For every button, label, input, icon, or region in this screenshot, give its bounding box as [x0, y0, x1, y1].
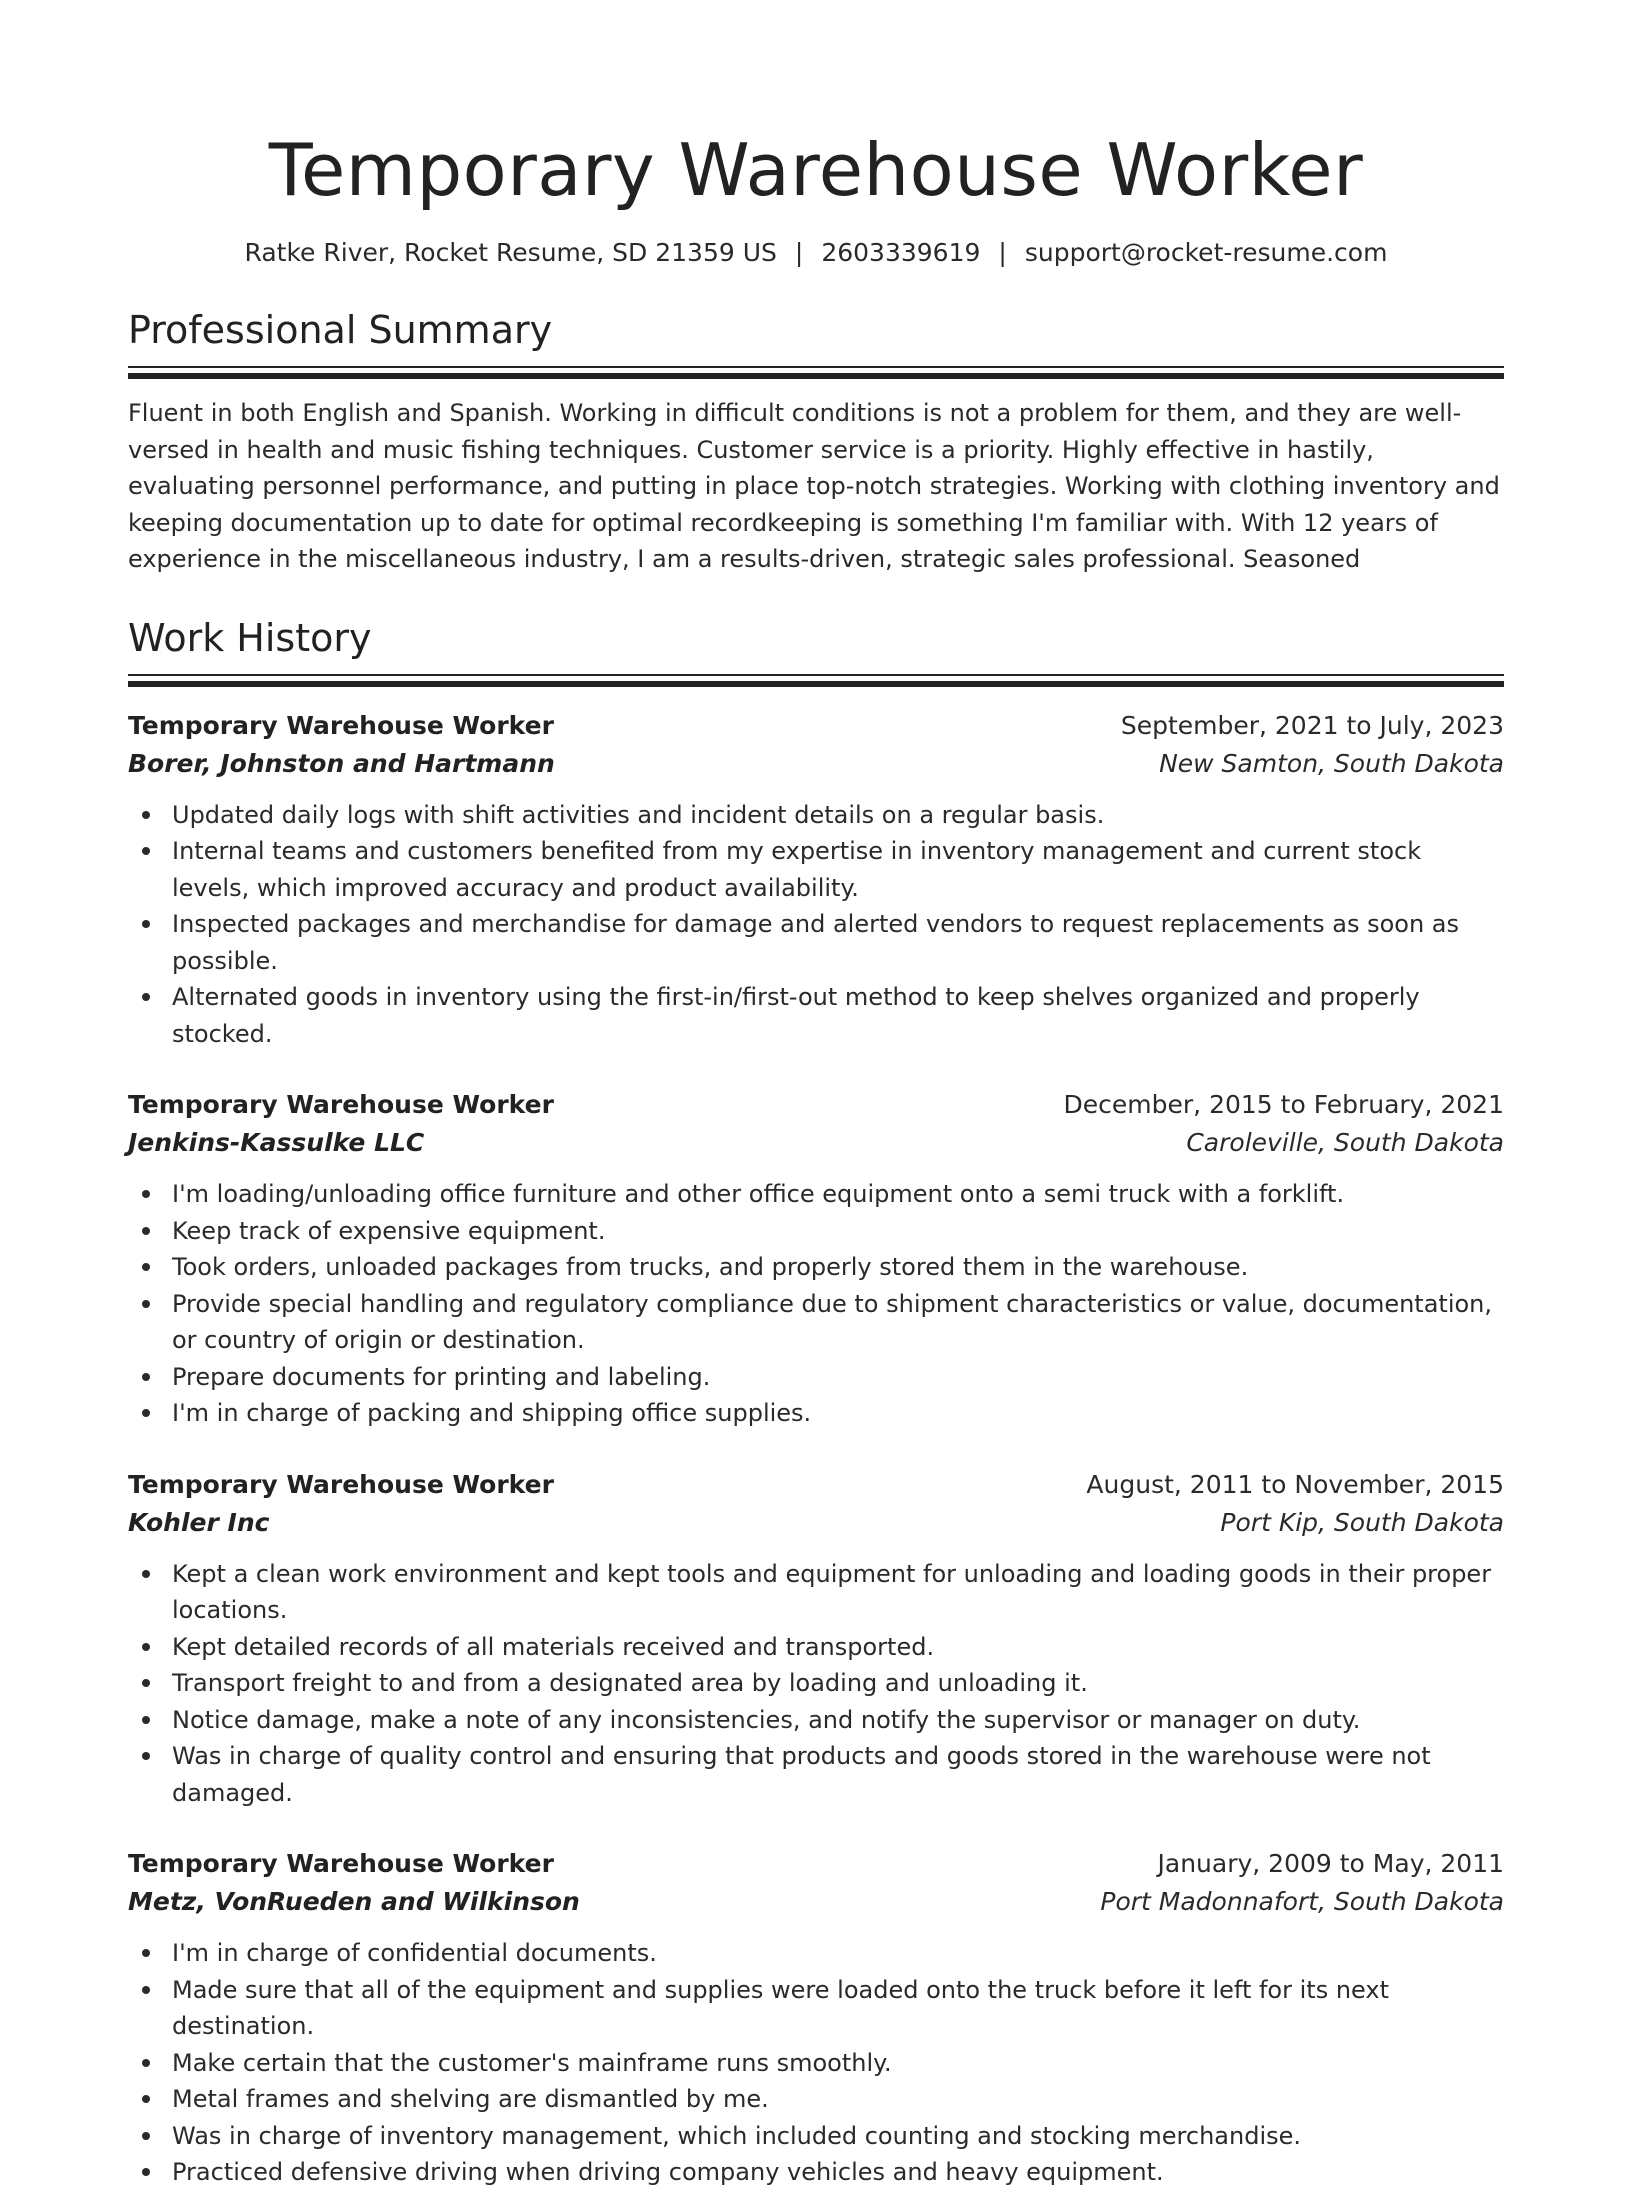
- section-heading-summary: Professional Summary: [128, 308, 553, 352]
- bullet-icon: [142, 2095, 150, 2103]
- job-location: Port Kip, South Dakota: [1220, 1507, 1504, 1537]
- bullet-icon: [142, 920, 150, 928]
- contact-separator: |: [794, 238, 804, 267]
- section-divider: [128, 674, 1504, 687]
- job-dates: September, 2021 to July, 2023: [1120, 710, 1504, 740]
- list-item: Keep track of expensive equipment.: [128, 1213, 1504, 1250]
- professional-summary-section: [128, 306, 1504, 578]
- list-item: Kept a clean work environment and kept tools and equipment for unloading and loading goods in their proper locations.: [128, 1556, 1504, 1629]
- job-entry: [128, 1086, 1504, 1432]
- list-item: Provide special handling and regulatory compliance due to shipment characteristics or value, documentation, or country of origin or destination.: [128, 1286, 1504, 1359]
- list-item: Internal teams and customers benefited from my expertise in inventory management and current stock levels, which improved accuracy and product availability.: [128, 833, 1504, 906]
- section-heading-work-history: Work History: [128, 615, 372, 660]
- list-item: Made sure that all of the equipment and supplies were loaded onto the truck before it left for its next destination.: [128, 1972, 1504, 2045]
- bullet-icon: [142, 1986, 150, 1994]
- bullet-icon: [142, 1752, 150, 1760]
- list-item: Took orders, unloaded packages from trucks, and properly stored them in the warehouse.: [128, 1249, 1504, 1286]
- bullet-icon: [142, 1716, 150, 1724]
- bullet-icon: [142, 993, 150, 1001]
- job-title: Temporary Warehouse Worker: [128, 710, 554, 740]
- list-item: Metal frames and shelving are dismantled by me.: [128, 2081, 1504, 2118]
- job-location: Caroleville, South Dakota: [1186, 1128, 1504, 1157]
- job-dates: December, 2015 to February, 2021: [1063, 1090, 1504, 1119]
- section-divider: [128, 366, 1504, 379]
- list-item: Updated daily logs with shift activities and incident details on a regular basis.: [128, 797, 1504, 834]
- resume-page: [128, 120, 1504, 2191]
- contact-address: Ratke River, Rocket Resume, SD 21359 US: [244, 238, 777, 267]
- job-entry: [128, 707, 1504, 1053]
- bullet-icon: [142, 2168, 150, 2176]
- job-title: Temporary Warehouse Worker: [128, 1469, 554, 1499]
- list-item: Transport freight to and from a designated area by loading and unloading it.: [128, 1665, 1504, 1702]
- bullet-icon: [142, 1570, 150, 1578]
- contact-line: [128, 236, 1504, 270]
- list-item: I'm in charge of confidential documents.: [128, 1935, 1504, 1972]
- bullet-icon: [142, 1227, 150, 1235]
- list-item: Make certain that the customer's mainframe runs smoothly.: [128, 2045, 1504, 2082]
- job-bullets: [128, 1176, 1504, 1432]
- bullet-icon: [142, 2132, 150, 2140]
- job-bullets: [128, 1556, 1504, 1812]
- work-history-section: [128, 614, 1504, 2191]
- bullet-icon: [142, 1949, 150, 1957]
- job-bullets: [128, 1935, 1504, 2191]
- list-item: I'm loading/unloading office furniture and other office equipment onto a semi truck with a forklift.: [128, 1176, 1504, 1213]
- bullet-icon: [142, 2059, 150, 2067]
- bullet-icon: [142, 1409, 150, 1417]
- job-company: Borer, Johnston and Hartmann: [128, 748, 555, 778]
- bullet-icon: [142, 1373, 150, 1381]
- list-item: I'm in charge of packing and shipping office supplies.: [128, 1395, 1504, 1432]
- list-item: Was in charge of quality control and ensuring that products and goods stored in the warehouse were not damaged.: [128, 1738, 1504, 1811]
- list-item: Prepare documents for printing and labeling.: [128, 1359, 1504, 1396]
- job-company: Metz, VonRueden and Wilkinson: [128, 1887, 580, 1916]
- job-dates: August, 2011 to November, 2015: [1086, 1469, 1504, 1499]
- job-location: Port Madonnafort, South Dakota: [1100, 1887, 1504, 1916]
- job-title: Temporary Warehouse Worker: [128, 1849, 554, 1878]
- contact-phone[interactable]: 2603339619: [821, 238, 981, 267]
- list-item: Kept detailed records of all materials received and transported.: [128, 1629, 1504, 1666]
- bullet-icon: [142, 1190, 150, 1198]
- job-bullets: [128, 797, 1504, 1053]
- contact-email[interactable]: support@rocket-resume.com: [1024, 238, 1388, 267]
- summary-text: Fluent in both English and Spanish. Working in difficult conditions is not a problem for them, and they are well-versed in health and music fishing techniques. Customer service is a priority. Highly effective in hastily, evaluating personnel performance, and putting in place top-notch strategies. Working with clothing inventory and keeping documentation up to date for optimal recordkeeping is something I'm familiar with. With 12 years of experience in the miscellaneous industry, I am a results-driven, strategic sales professional. Seasoned: [128, 399, 1500, 573]
- job-entry: [128, 1466, 1504, 1812]
- bullet-icon: [142, 1643, 150, 1651]
- bullet-icon: [142, 1300, 150, 1308]
- list-item: Notice damage, make a note of any inconsistencies, and notify the supervisor or manager on duty.: [128, 1702, 1504, 1739]
- bullet-icon: [142, 1263, 150, 1271]
- job-company: Jenkins-Kassulke LLC: [128, 1128, 425, 1157]
- bullet-icon: [142, 1679, 150, 1687]
- job-dates: January, 2009 to May, 2011: [1157, 1849, 1504, 1878]
- job-title: Temporary Warehouse Worker: [128, 1090, 554, 1119]
- list-item: Alternated goods in inventory using the first-in/first-out method to keep shelves organized and properly stocked.: [128, 979, 1504, 1052]
- contact-separator: |: [998, 238, 1007, 267]
- list-item: Was in charge of inventory management, which included counting and stocking merchandise.: [128, 2118, 1504, 2155]
- resume-title: Temporary Warehouse Worker: [268, 128, 1364, 212]
- job-company: Kohler Inc: [128, 1507, 270, 1537]
- list-item: Practiced defensive driving when driving company vehicles and heavy equipment.: [128, 2154, 1504, 2191]
- job-entry: [128, 1845, 1504, 2191]
- bullet-icon: [142, 847, 150, 855]
- job-location: New Samton, South Dakota: [1159, 748, 1504, 778]
- list-item: Inspected packages and merchandise for damage and alerted vendors to request replacements as soon as possible.: [128, 906, 1504, 979]
- bullet-icon: [142, 811, 150, 819]
